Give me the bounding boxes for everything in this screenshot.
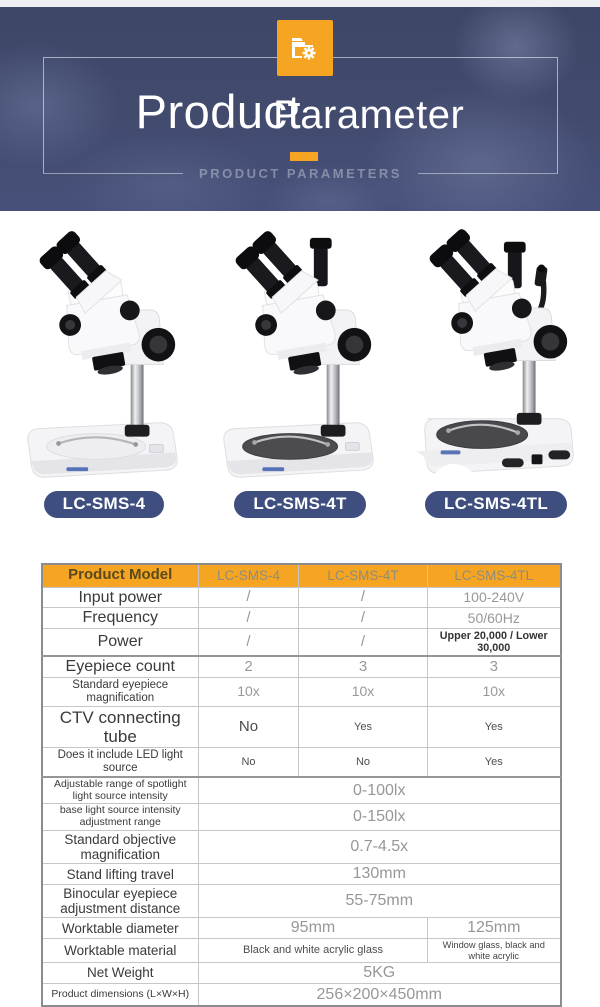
spec-cell: 100-240V <box>428 587 561 608</box>
row-label: Binocular eyepiece adjustment distance <box>42 885 199 918</box>
table-row-eyepiece-count <box>42 656 561 677</box>
header-model-1: LC-SMS-4 <box>199 564 299 587</box>
divider-line-right <box>418 173 558 174</box>
spec-cell: / <box>199 629 299 657</box>
header-model-2: LC-SMS-4T <box>299 564 428 587</box>
spec-cell: 10x <box>299 678 428 707</box>
row-label: Worktable material <box>42 939 199 963</box>
row-label: Eyepiece count <box>42 656 199 677</box>
microscope-image-binocular <box>14 225 194 487</box>
spec-table <box>41 563 562 1007</box>
hero-top-strip <box>0 0 600 7</box>
row-label: Net Weight <box>42 963 199 984</box>
hero-banner <box>0 0 600 211</box>
row-label: base light source intensity adjustment range <box>42 804 199 831</box>
spec-cell: / <box>299 587 428 608</box>
row-label: Power <box>42 629 199 657</box>
spec-cell: No <box>199 748 299 777</box>
spec-cell: Yes <box>428 748 561 777</box>
model-badge-lc-sms-4t: LC-SMS-4T <box>234 491 365 518</box>
spec-cell: 0-100lx <box>199 777 561 804</box>
row-label: Adjustable range of spotlight light source intensity <box>42 777 199 804</box>
model-badge-lc-sms-4: LC-SMS-4 <box>44 491 165 518</box>
spec-cell: Upper 20,000 / Lower 30,000 <box>428 629 561 657</box>
row-label: Standard eyepiece magnification <box>42 678 199 707</box>
model-badge-lc-sms-4tl: LC-SMS-4TL <box>425 491 567 518</box>
spec-cell: 125mm <box>428 918 561 939</box>
table-row-stand-lifting-travel <box>42 864 561 885</box>
spec-table-section <box>41 563 560 1007</box>
spec-cell: Black and white acrylic glass <box>199 939 428 963</box>
table-row-objective-magnification <box>42 830 561 863</box>
table-header-row <box>42 564 561 587</box>
spec-cell: 2 <box>199 656 299 677</box>
row-label: Does it include LED light source <box>42 748 199 777</box>
header-product-model: Product Model <box>42 564 199 587</box>
spec-cell: Window glass, black and white acrylic <box>428 939 561 963</box>
spec-cell: Yes <box>428 707 561 748</box>
table-row-net-weight <box>42 963 561 984</box>
spec-cell: No <box>199 707 299 748</box>
divider-line-left <box>43 173 183 174</box>
microscope-image-trinocular-led <box>406 225 586 487</box>
spec-cell: 10x <box>199 678 299 707</box>
spec-cell: / <box>299 629 428 657</box>
spec-cell: 256×200×450mm <box>199 983 561 1006</box>
table-row-input-power <box>42 587 561 608</box>
header-model-3: LC-SMS-4TL <box>428 564 561 587</box>
spec-cell: 3 <box>299 656 428 677</box>
spec-cell: Yes <box>299 707 428 748</box>
spec-cell: 55-75mm <box>199 885 561 918</box>
microscope-image-trinocular <box>210 225 390 487</box>
table-row-power <box>42 629 561 657</box>
spec-cell: 5KG <box>199 963 561 984</box>
spec-cell: / <box>199 608 299 629</box>
spec-cell: 50/60Hz <box>428 608 561 629</box>
product-card-lc-sms-4 <box>6 225 202 563</box>
row-label: Input power <box>42 587 199 608</box>
row-label: Stand lifting travel <box>42 864 199 885</box>
product-card-lc-sms-4tl <box>398 225 594 563</box>
spec-cell: 3 <box>428 656 561 677</box>
row-label: Frequency <box>42 608 199 629</box>
row-label: CTV connecting tube <box>42 707 199 748</box>
table-row-worktable-diameter <box>42 918 561 939</box>
spec-cell: 10x <box>428 678 561 707</box>
table-row-spotlight-intensity <box>42 777 561 804</box>
table-row-product-dimensions <box>42 983 561 1006</box>
spec-cell: 130mm <box>199 864 561 885</box>
page-title-primary: Product <box>135 85 302 138</box>
row-label: Worktable diameter <box>42 918 199 939</box>
page-title-secondary: Parameter <box>273 93 465 137</box>
table-row-led-light-source <box>42 748 561 777</box>
page-subtitle-row <box>43 165 558 181</box>
page-subtitle: PRODUCT PARAMETERS <box>199 165 402 181</box>
table-row-base-light-intensity <box>42 804 561 831</box>
row-label: Standard objective magnification <box>42 830 199 863</box>
spec-cell: / <box>199 587 299 608</box>
row-label: Product dimensions (L×W×H) <box>42 983 199 1006</box>
table-row-eyepiece-magnification <box>42 678 561 707</box>
accent-underline <box>290 152 318 161</box>
spec-cell: 95mm <box>199 918 428 939</box>
folder-gear-icon <box>277 20 333 76</box>
table-row-ctv-tube <box>42 707 561 748</box>
table-row-frequency <box>42 608 561 629</box>
spec-cell: 0.7-4.5x <box>199 830 561 863</box>
page-title <box>0 84 600 139</box>
product-card-lc-sms-4t <box>202 225 398 563</box>
spec-cell: No <box>299 748 428 777</box>
product-gallery <box>0 211 600 563</box>
table-row-worktable-material <box>42 939 561 963</box>
table-row-binocular-adjustment <box>42 885 561 918</box>
spec-cell: / <box>299 608 428 629</box>
spec-cell: 0-150lx <box>199 804 561 831</box>
